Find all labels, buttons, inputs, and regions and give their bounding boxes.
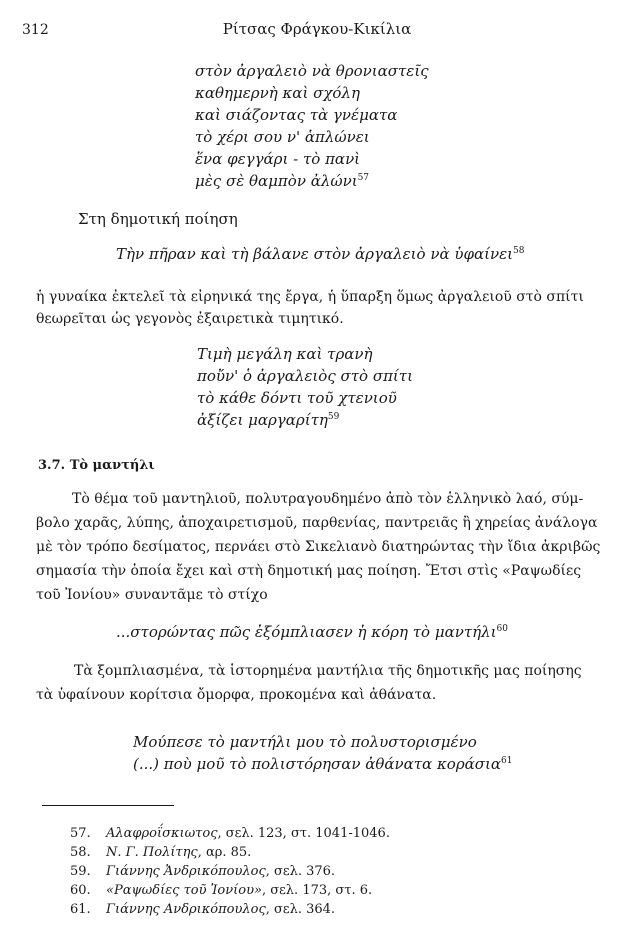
footnote-rest: , αρ. 85.	[197, 845, 252, 860]
page-number: 312	[22, 22, 49, 38]
footnote-number: 59.	[70, 864, 91, 879]
running-title: Ρίτσας Φράγκου-Κικίλια	[222, 20, 412, 38]
verse-line: τὸ χέρι σου ν' ἁπλώνει	[195, 128, 370, 146]
footnote-ref: 61	[501, 756, 513, 766]
footnote-number: 57.	[70, 826, 91, 841]
footnote-author: Γιάννης Ανδρικόπουλος	[106, 902, 266, 917]
paragraph-line: μὲ τὸν τρόπο δεσίματος, περνάει στὸ Σικελιανὸ διατηρώντας τὴν ἴδια ἀκριβῶς	[36, 539, 601, 555]
footnote-ref: 57	[357, 173, 370, 183]
footnotes	[70, 824, 390, 919]
verse-line: ποὔν' ὁ ἀργαλειὸς στὸ σπίτι	[197, 367, 413, 385]
footnote-author: Ν. Γ. Πολίτης	[106, 845, 198, 860]
verse-line: καθημερνὴ καὶ σχόλη	[195, 84, 360, 102]
verse-line-text: ἀξίζει μαργαρίτη	[197, 411, 328, 429]
footnote	[70, 900, 390, 919]
footnote	[70, 881, 390, 900]
footnote-rest: , σελ. 123, στ. 1041-1046.	[217, 826, 390, 841]
footnote	[70, 843, 390, 862]
verse-block-3	[197, 343, 413, 431]
footnote-rest: , σελ. 364.	[265, 902, 336, 917]
paragraph-line: Τὸ θέμα τοῦ μαντηλιοῦ, πολυτραγουδημένο ἀπὸ τὸν ἑλληνικὸ λαό, σύμ-	[72, 491, 584, 507]
verse-line	[195, 170, 429, 192]
verse-line: Τιμὴ μεγάλη καὶ τρανὴ	[197, 345, 373, 363]
paragraph-line: σημασία τὴν ὁποία ἔχει καὶ στὴ δημοτική μας ποίηση. Ἔτσι στὶς «Ραψωδίες	[36, 563, 582, 579]
verse-line-text: μὲς σὲ θαμπὸν ἀλώνι	[195, 172, 358, 190]
verse-line-4	[116, 623, 508, 641]
verse-line-5a: Μούπεσε τὸ μαντήλι μου τὸ πολυστορισμένο	[133, 733, 477, 751]
footnote	[70, 862, 390, 881]
verse-line: τὸ κάθε δόντι τοῦ χτενιοῦ	[197, 389, 397, 407]
footnote-divider	[42, 805, 174, 806]
footnote-number: 60.	[70, 883, 91, 898]
footnote-author: Αλαφροΐσκιωτος	[106, 826, 218, 841]
footnote-author: Γιάννης Ἀνδρικόπουλος	[106, 864, 266, 879]
footnote	[70, 824, 390, 843]
verse-line: καὶ σιάζοντας τὰ γνέματα	[195, 106, 398, 124]
footnote-rest: , σελ. 173, στ. 6.	[261, 883, 373, 898]
section-number: 3.7.	[38, 458, 66, 473]
section-title: Τὸ μαντήλι	[69, 458, 155, 473]
paragraph-line: θεωρεῖται ὡς γεγονὸς ἐξαιρετικὰ τιμητικό.	[36, 311, 344, 327]
paragraph-line: τοῦ Ἰονίου» συναντᾶμε τὸ στίχο	[36, 587, 268, 603]
verse-line-text: Τὴν πῆραν καὶ τὴ βάλανε στὸν ἀργαλειὸ νὰ ὑφαίνει	[116, 245, 514, 263]
verse-line-text: ...στορώντας πῶς ἐξόμπλιασεν ἡ κόρη τὸ μαντήλι	[116, 623, 497, 641]
verse-line	[197, 409, 413, 431]
paragraph-line: ἡ γυναίκα ἐκτελεῖ τὰ εἰρηνικά της ἔργα, ἡ ὕπαρξη ὅμως ἀργαλειοῦ στὸ σπίτι	[36, 289, 584, 305]
verse-line: στὸν ἀργαλειὸ νὰ θρονιαστεῖς	[195, 62, 429, 80]
footnote-ref: 58	[513, 246, 525, 256]
paragraph-line: Τὰ ξομπλιασμένα, τὰ ἱστορημένα μαντήλια τῆς δημοτικῆς μας ποίησης	[74, 663, 582, 679]
footnote-ref: 60	[496, 624, 508, 634]
footnote-number: 61.	[70, 902, 91, 917]
verse-line: ἕνα φεγγάρι - τὸ πανὶ	[195, 150, 361, 168]
section-heading	[38, 458, 155, 473]
paragraph-line: βολο χαρᾶς, λύπης, ἀποχαιρετισμοῦ, παρθενίας, παντρειᾶς ἢ χηρείας ἀνάλογα	[36, 515, 598, 531]
paragraph-line: τὰ ὑφαίνουν κορίτσια ὄμορφα, προκομένα καὶ ἀθάνατα.	[36, 687, 437, 703]
verse-line-5b	[133, 755, 512, 773]
verse-block-1	[195, 60, 429, 192]
footnote-author: «Ραψωδίες τοῦ Ἰονίου»	[106, 883, 262, 898]
verse-line-text: (...) ποὺ μοῦ τὸ πολιστόρησαν ἀθάνατα κοράσια	[133, 755, 502, 773]
intro-line: Στη δημοτική ποίηση	[78, 210, 238, 228]
footnote-ref: 59	[327, 412, 340, 422]
footnote-number: 58.	[70, 845, 91, 860]
footnote-rest: , σελ. 376.	[265, 864, 336, 879]
verse-line-2	[116, 245, 524, 263]
